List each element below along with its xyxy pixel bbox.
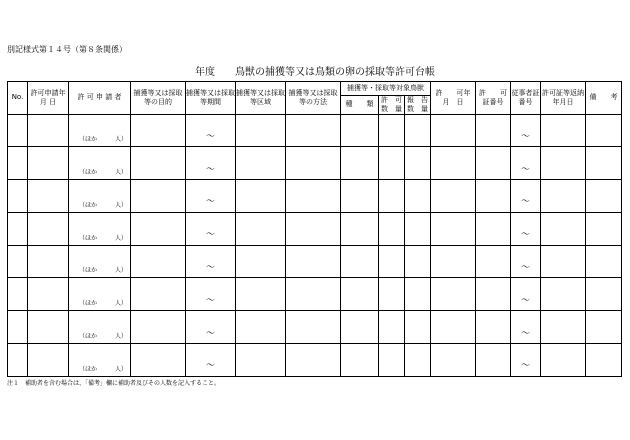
table-cell[interactable] (131, 344, 186, 377)
header-no: No. (8, 82, 28, 115)
table-cell[interactable] (186, 212, 236, 245)
table-cell[interactable] (8, 114, 28, 147)
table-cell[interactable] (511, 311, 541, 344)
table-cell[interactable] (586, 278, 622, 311)
table-cell[interactable] (28, 180, 69, 213)
table-cell[interactable] (131, 180, 186, 213)
table-cell[interactable] (541, 311, 586, 344)
table-cell[interactable] (236, 311, 286, 344)
table-cell[interactable] (341, 147, 379, 180)
table-cell[interactable] (431, 344, 476, 377)
table-cell[interactable] (69, 147, 131, 180)
range-mark: ～ (520, 295, 530, 306)
others-suffix: 人） (114, 300, 127, 308)
title-main: 鳥獣の捕獲等又は鳥類の卵の採取等許可台帳 (235, 67, 435, 78)
table-cell[interactable] (405, 212, 431, 245)
table-row (8, 147, 622, 180)
table-cell[interactable] (379, 278, 405, 311)
table-row (8, 180, 622, 213)
range-mark: ～ (520, 230, 530, 241)
table-cell[interactable] (131, 278, 186, 311)
header-applicant: 許 可 申 請 者 (69, 82, 131, 115)
table-cell[interactable] (8, 245, 28, 278)
table-cell[interactable] (476, 311, 511, 344)
table-cell[interactable] (379, 180, 405, 213)
table-row (8, 311, 622, 344)
table-cell[interactable] (476, 212, 511, 245)
range-mark: ～ (520, 361, 530, 372)
header-area: 捕獲等又は採取等区域 (236, 82, 286, 115)
table-cell[interactable] (69, 180, 131, 213)
table-cell[interactable] (69, 114, 131, 147)
table-cell[interactable] (586, 245, 622, 278)
header-permit-no: 許 可証番号 (476, 82, 511, 115)
table-cell[interactable] (476, 344, 511, 377)
table-cell[interactable] (431, 180, 476, 213)
table-cell[interactable] (286, 278, 341, 311)
range-mark: ～ (205, 295, 215, 306)
table-cell[interactable] (541, 245, 586, 278)
table-cell[interactable] (341, 344, 379, 377)
table-cell[interactable] (28, 311, 69, 344)
others-prefix: （ほか (79, 169, 98, 177)
table-cell[interactable] (431, 311, 476, 344)
table-cell[interactable] (511, 114, 541, 147)
range-mark: ～ (205, 361, 215, 372)
table-cell[interactable] (69, 278, 131, 311)
table-cell[interactable] (131, 245, 186, 278)
table-cell[interactable] (586, 114, 622, 147)
table-cell[interactable] (511, 245, 541, 278)
table-cell[interactable] (236, 180, 286, 213)
table-cell[interactable] (341, 114, 379, 147)
title-year: 年度 (195, 67, 215, 78)
table-cell[interactable] (405, 114, 431, 147)
range-mark: ～ (205, 262, 215, 273)
others-count-label (79, 134, 127, 143)
table-cell[interactable] (28, 344, 69, 377)
others-prefix: （ほか (79, 201, 98, 209)
table-cell[interactable] (511, 180, 541, 213)
table-cell[interactable] (476, 147, 511, 180)
table-cell[interactable] (379, 114, 405, 147)
table-cell[interactable] (286, 180, 341, 213)
range-mark: ～ (205, 328, 215, 339)
others-suffix: 人） (114, 169, 127, 177)
others-count-label (79, 233, 127, 242)
table-cell[interactable] (511, 278, 541, 311)
table-cell[interactable] (28, 245, 69, 278)
table-cell[interactable] (431, 114, 476, 147)
table-cell[interactable] (186, 147, 236, 180)
table-cell[interactable] (379, 147, 405, 180)
table-cell[interactable] (405, 147, 431, 180)
range-mark: ～ (205, 164, 215, 175)
table-cell[interactable] (8, 147, 28, 180)
table-cell[interactable] (379, 311, 405, 344)
table-cell[interactable] (131, 311, 186, 344)
table-cell[interactable] (28, 212, 69, 245)
table-cell[interactable] (28, 147, 69, 180)
table-cell[interactable] (286, 147, 341, 180)
others-suffix: 人） (114, 365, 127, 373)
table-cell[interactable] (69, 311, 131, 344)
table-cell[interactable] (541, 180, 586, 213)
table-cell[interactable] (236, 147, 286, 180)
others-prefix: （ほか (79, 333, 98, 341)
header-permit-qty: 許 可数 量 (379, 96, 405, 115)
register-table (7, 81, 622, 377)
table-cell[interactable] (431, 278, 476, 311)
table-cell[interactable] (341, 212, 379, 245)
table-cell[interactable] (186, 344, 236, 377)
range-mark: ～ (205, 131, 215, 142)
range-mark: ～ (520, 197, 530, 208)
table-cell[interactable] (405, 180, 431, 213)
table-cell[interactable] (8, 278, 28, 311)
header-species: 種 類 (341, 96, 379, 115)
range-mark: ～ (520, 164, 530, 175)
table-cell[interactable] (405, 344, 431, 377)
table-cell[interactable] (186, 114, 236, 147)
table-cell[interactable] (286, 344, 341, 377)
others-count-label (79, 265, 127, 274)
header-purpose: 捕獲等又は採取等の目的 (131, 82, 186, 115)
table-cell[interactable] (236, 114, 286, 147)
footnote: 注１ 補助者を含む場合は、「備考」欄に補助者及びその人数を記入すること。 (7, 380, 221, 387)
table-cell[interactable] (236, 278, 286, 311)
table-cell[interactable] (405, 311, 431, 344)
table-cell[interactable] (186, 245, 236, 278)
header-applied-date: 許可申請年 月 日 (28, 82, 69, 115)
table-cell[interactable] (511, 212, 541, 245)
table-row (8, 278, 622, 311)
table-cell[interactable] (541, 344, 586, 377)
others-count-label (79, 364, 127, 373)
table-cell[interactable] (586, 212, 622, 245)
others-suffix: 人） (114, 267, 127, 275)
table-cell[interactable] (586, 311, 622, 344)
table-cell[interactable] (541, 278, 586, 311)
range-mark: ～ (205, 197, 215, 208)
table-cell[interactable] (379, 212, 405, 245)
table-cell[interactable] (286, 311, 341, 344)
table-row (8, 114, 622, 147)
table-cell[interactable] (69, 212, 131, 245)
header-permit-date: 許 可年 月 日 (431, 82, 476, 115)
table-cell[interactable] (476, 114, 511, 147)
others-prefix: （ほか (79, 234, 98, 242)
table-cell[interactable] (586, 180, 622, 213)
table-cell[interactable] (541, 212, 586, 245)
table-cell[interactable] (476, 245, 511, 278)
table-cell[interactable] (8, 311, 28, 344)
header-return-date: 許可証等返納年月日 (541, 82, 586, 115)
table-cell[interactable] (431, 147, 476, 180)
table-cell[interactable] (541, 147, 586, 180)
table-cell[interactable] (511, 147, 541, 180)
table-cell[interactable] (379, 245, 405, 278)
table-cell[interactable] (69, 344, 131, 377)
others-prefix: （ほか (79, 136, 98, 144)
table-cell[interactable] (8, 180, 28, 213)
table-cell[interactable] (476, 278, 511, 311)
table-cell[interactable] (476, 180, 511, 213)
table-cell[interactable] (379, 344, 405, 377)
others-prefix: （ほか (79, 267, 98, 275)
table-cell[interactable] (431, 245, 476, 278)
table-cell[interactable] (286, 212, 341, 245)
others-suffix: 人） (114, 333, 127, 341)
table-cell[interactable] (586, 147, 622, 180)
others-count-label (79, 200, 127, 209)
header-period: 捕獲等又は採取等期間 (186, 82, 236, 115)
header-worker-no: 従事者証番号 (511, 82, 541, 115)
table-cell[interactable] (8, 212, 28, 245)
table-cell[interactable] (541, 114, 586, 147)
table-cell[interactable] (405, 278, 431, 311)
table-cell[interactable] (511, 344, 541, 377)
table-cell[interactable] (28, 114, 69, 147)
table-cell[interactable] (186, 180, 236, 213)
header-method: 捕獲等又は採取等の方法 (286, 82, 341, 115)
header-report-qty: 報 告数 量 (405, 96, 431, 115)
table-cell[interactable] (131, 147, 186, 180)
range-mark: ～ (205, 230, 215, 241)
table-row (8, 212, 622, 245)
table-cell[interactable] (286, 114, 341, 147)
range-mark: ～ (520, 131, 530, 142)
header-target-group: 捕獲等・採取等対象鳥獣 (341, 82, 431, 96)
table-cell[interactable] (236, 212, 286, 245)
header-remarks: 備 考 (586, 82, 622, 115)
table-cell[interactable] (586, 344, 622, 377)
table-cell[interactable] (405, 245, 431, 278)
others-count-label (79, 167, 127, 176)
table-cell[interactable] (236, 245, 286, 278)
others-prefix: （ほか (79, 365, 98, 373)
table-cell[interactable] (28, 278, 69, 311)
others-suffix: 人） (114, 136, 127, 144)
range-mark: ～ (520, 262, 530, 273)
others-count-label (79, 298, 127, 307)
table-row (8, 344, 622, 377)
table-cell[interactable] (8, 344, 28, 377)
table-cell[interactable] (431, 212, 476, 245)
table-cell[interactable] (236, 344, 286, 377)
others-count-label (79, 331, 127, 340)
page-title (0, 63, 630, 78)
table-row (8, 245, 622, 278)
others-prefix: （ほか (79, 300, 98, 308)
table-cell[interactable] (341, 278, 379, 311)
table-cell[interactable] (186, 278, 236, 311)
table-cell[interactable] (186, 311, 236, 344)
table-cell[interactable] (341, 245, 379, 278)
form-id: 別記様式第１４号（第８条関係） (7, 45, 127, 54)
others-suffix: 人） (114, 201, 127, 209)
table-cell[interactable] (69, 245, 131, 278)
range-mark: ～ (520, 328, 530, 339)
others-suffix: 人） (114, 234, 127, 242)
table-cell[interactable] (341, 311, 379, 344)
table-cell[interactable] (286, 245, 341, 278)
table-cell[interactable] (131, 114, 186, 147)
table-cell[interactable] (131, 212, 186, 245)
table-cell[interactable] (341, 180, 379, 213)
